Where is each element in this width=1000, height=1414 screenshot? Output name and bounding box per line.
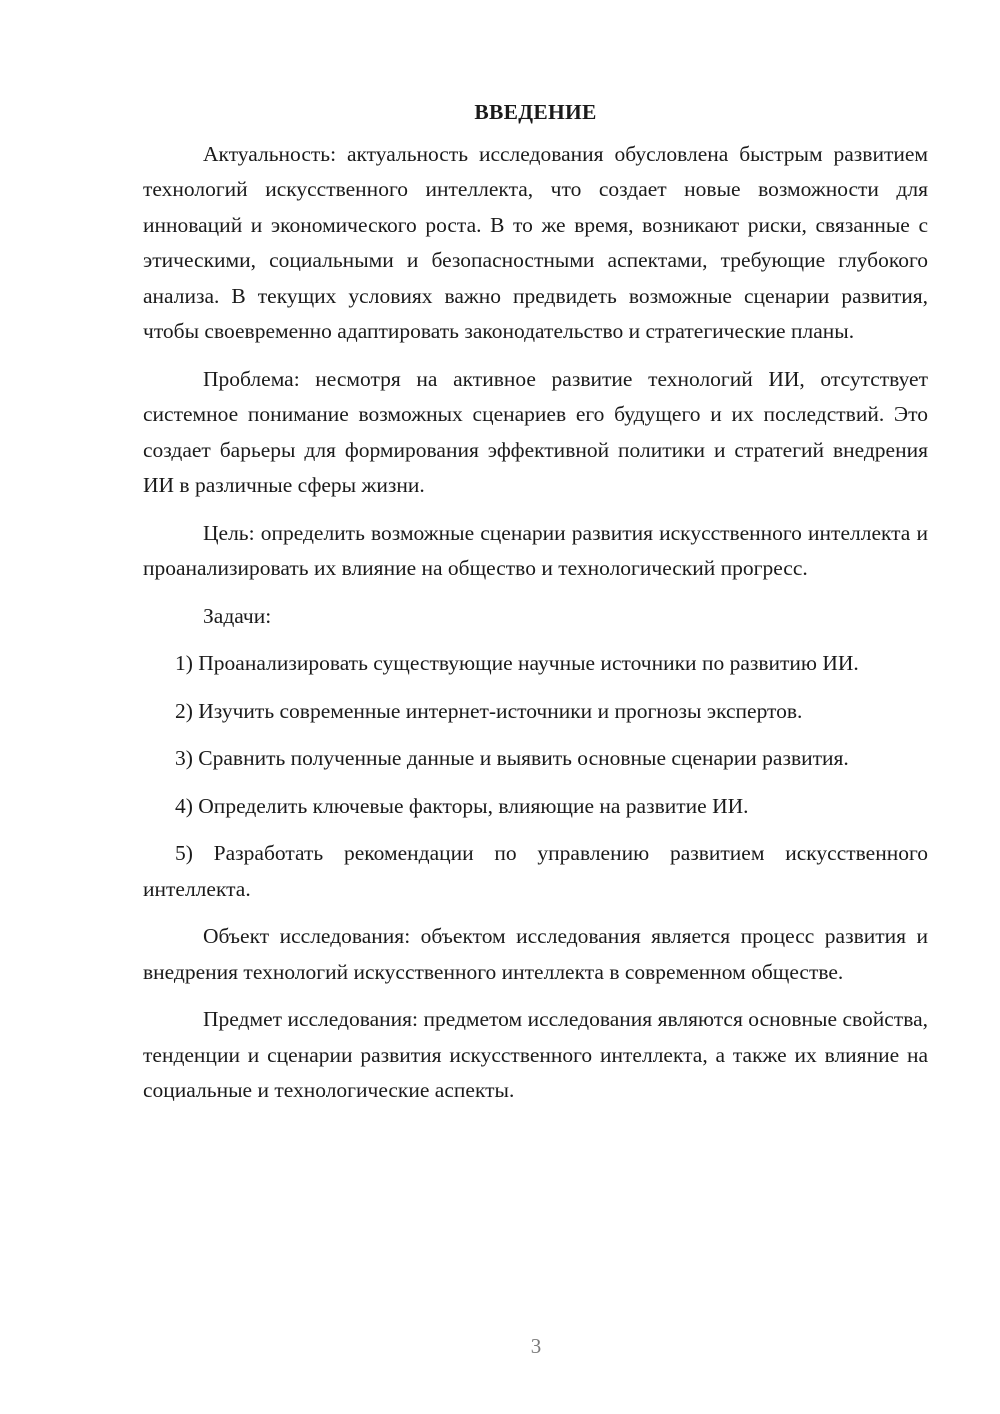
relevance-paragraph: Актуальность: актуальность исследования обусловлена быстрым развитием технологий искусственного интеллекта, что создает новые возможности для инноваций и экономического роста. В то же время, возникают риски, связанные с этическими, социальными и безопасностными аспектами, требующие глубокого анализа. В текущих условиях важно предвидеть возможные сценарии развития, чтобы своевременно адаптировать законодательство и стратегические планы.: [143, 141, 928, 343]
task-item: 2) Изучить современные интернет-источники и прогнозы экспертов.: [175, 698, 803, 723]
task-item: 1) Проанализировать существующие научные источники по развитию ИИ.: [175, 651, 859, 675]
object-paragraph: Объект исследования: объектом исследования является процесс развития и внедрения технологий искусственного интеллекта в современном обществе.: [143, 924, 928, 984]
subject-paragraph: Предмет исследования: предметом исследования являются основные свойства, тенденции и сценарии развития искусственного интеллекта, а также их влияние на социальные и технологические аспекты.: [143, 1007, 928, 1102]
task-item: 3) Сравнить полученные данные и выявить основные сценарии развития.: [175, 746, 849, 770]
task-item: 5) Разработать рекомендации по управлению развитием искусственного интеллекта.: [143, 841, 928, 901]
page-number: 3: [530, 1334, 542, 1358]
document-page: [143, 95, 928, 1109]
problem-paragraph: Проблема: несмотря на активное развитие технологий ИИ, отсутствует системное понимание возможных сценариев его будущего и их последствий. Это создает барьеры для формирования эффективной политики и стратегий внедрения ИИ в различные сферы жизни.: [143, 366, 928, 497]
page-title: ВВЕДЕНИЕ: [474, 100, 597, 124]
goal-paragraph: Цель: определить возможные сценарии развития искусственного интеллекта и проанализировать их влияние на общество и технологический прогресс.: [143, 520, 928, 580]
tasks-heading: Задачи:: [203, 603, 272, 628]
task-item: 4) Определить ключевые факторы, влияющие на развитие ИИ.: [175, 793, 749, 818]
